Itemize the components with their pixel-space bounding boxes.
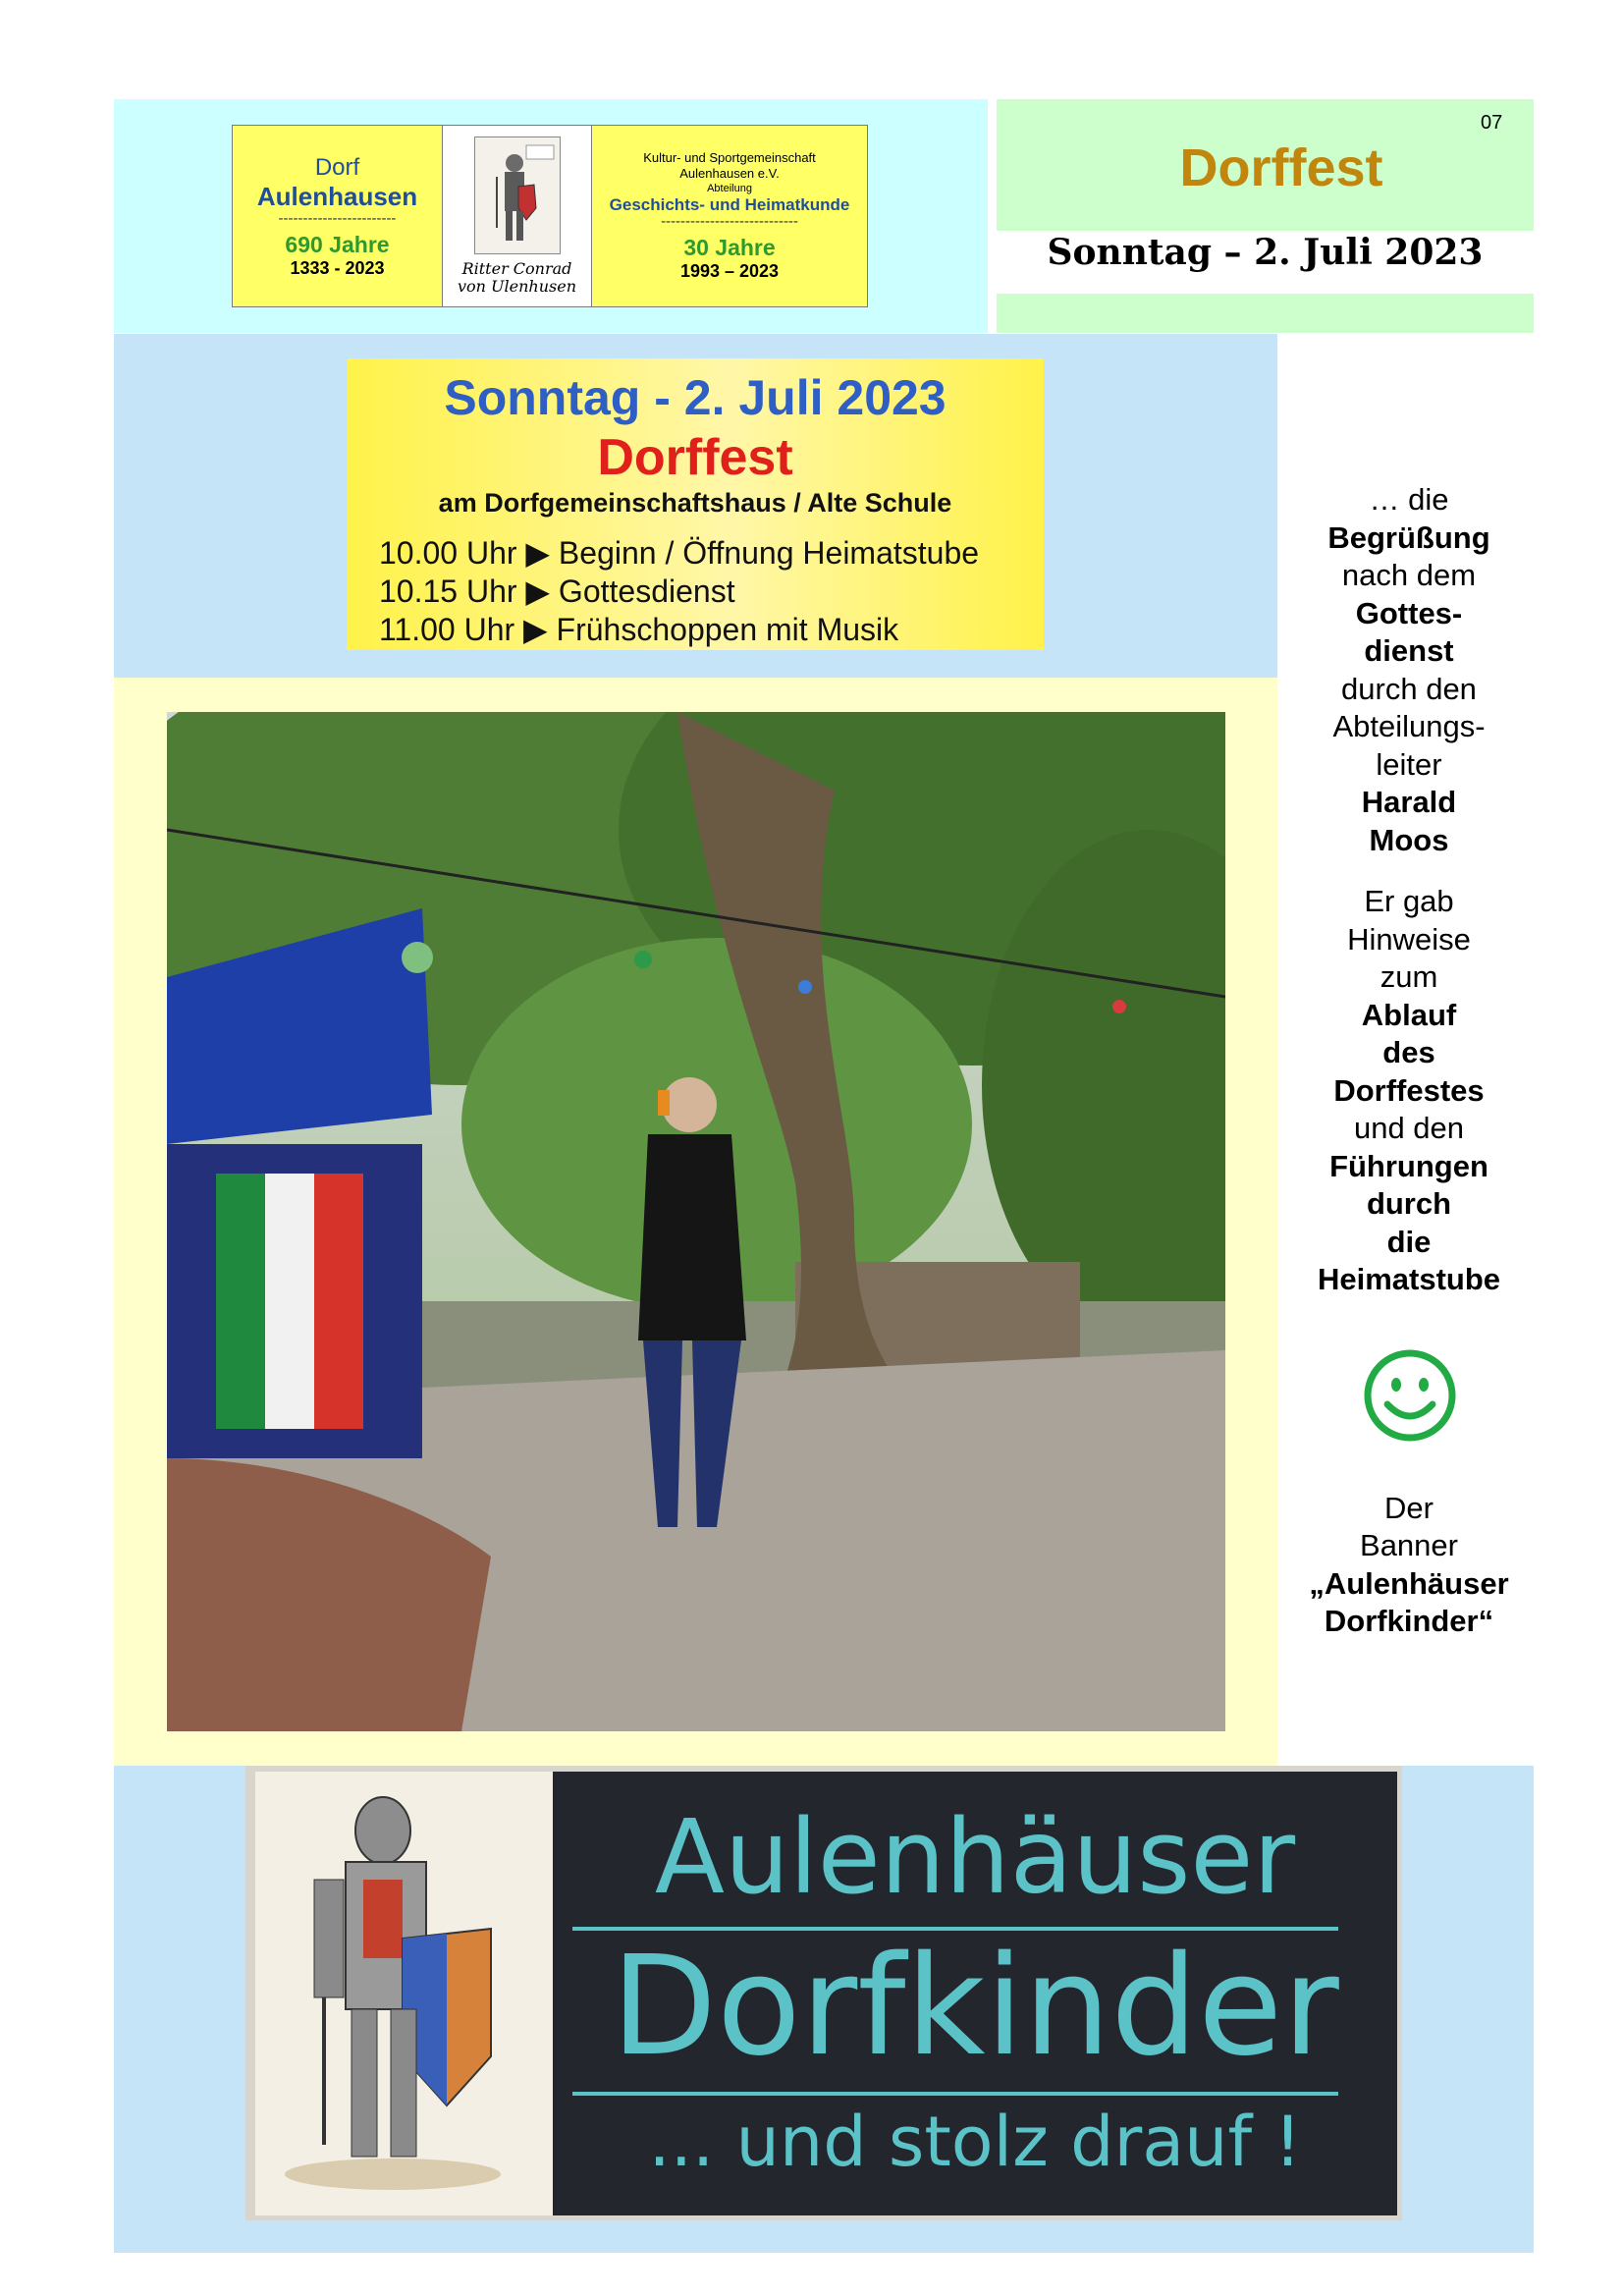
poster-event-name: Dorffest [597, 429, 793, 486]
logo-village-name: Aulenhausen [256, 181, 418, 211]
caption-paragraph-greeting [1281, 481, 1537, 859]
caption-paragraph-banner [1281, 1490, 1537, 1641]
caption-line: zum [1380, 959, 1438, 994]
page-title: Dorffest [1179, 138, 1383, 197]
caption-line: Abteilungs- [1332, 709, 1486, 743]
caption-bold: Begrüßung [1327, 519, 1490, 555]
caption-line: leiter [1376, 746, 1442, 782]
banner-rule-bottom [572, 2092, 1338, 2096]
caption-line: Hinweise [1347, 921, 1471, 957]
logo-club-name: Kultur- und Sportgemeinschaft [643, 150, 816, 165]
caption-bold: Ablauf [1361, 997, 1457, 1032]
title-panel-footer [997, 294, 1534, 333]
knight-caption-1: Ritter Conrad [461, 259, 572, 278]
caption-paragraph-info [1281, 883, 1537, 1299]
banner-line-2: Dorfkinder [611, 1927, 1339, 2087]
speaker-photo [167, 712, 1225, 1731]
logo-knight-column [443, 126, 592, 306]
banner-line-3: ... und stolz drauf ! [648, 2102, 1302, 2182]
logo-club-place: Aulenhausen e.V. [679, 166, 780, 181]
logo-club-column [592, 126, 867, 306]
caption-bold: Dorfkinder“ [1324, 1604, 1494, 1638]
schedule-time: 10.15 Uhr [379, 574, 517, 609]
logo-village-age: 690 Jahre [285, 231, 390, 257]
caption-line: Der [1384, 1490, 1434, 1525]
schedule-text: Beginn / Öffnung Heimatstube [558, 535, 980, 571]
knight-drawing-icon [255, 1772, 553, 2215]
caption-bold: Führungen [1329, 1148, 1488, 1183]
club-logo [232, 125, 868, 307]
logo-club-years: 1993 – 2023 [679, 261, 780, 281]
logo-department-label: Abteilung [707, 183, 752, 194]
caption-bold: Harald [1361, 785, 1457, 819]
schedule-text: Gottesdienst [558, 574, 735, 609]
knight-caption-2: von Ulenhusen [457, 277, 577, 296]
logo-village-column [233, 126, 443, 306]
poster-location: am Dorfgemeinschaftshaus / Alte Schule [438, 488, 952, 518]
caption-bold: durch [1366, 1186, 1452, 1221]
logo-club-age: 30 Jahre [683, 235, 776, 260]
play-arrow-icon: ▶ [523, 612, 548, 647]
schedule-text: Frühschoppen mit Musik [556, 612, 899, 647]
logo-dorf: Dorf [314, 153, 360, 181]
knight-portrait-icon [474, 137, 561, 254]
caption-bold: des [1382, 1035, 1435, 1069]
caption-bold: die [1386, 1224, 1432, 1259]
logo-divider: ------------------------ [278, 209, 397, 227]
play-arrow-icon: ▶ [525, 574, 551, 609]
caption-line: Banner [1360, 1528, 1458, 1562]
logo-village-years: 1333 - 2023 [290, 257, 385, 278]
schedule-row [379, 611, 898, 648]
schedule-row [379, 534, 979, 572]
caption-line: … die [1369, 482, 1449, 517]
caption-line: und den [1353, 1111, 1465, 1145]
caption-bold: dienst [1364, 633, 1454, 668]
caption-bold: Moos [1369, 822, 1449, 857]
caption-line: Er gab [1364, 884, 1454, 918]
caption-bold: Dorffestes [1333, 1072, 1485, 1108]
logo-divider-2: ---------------------------- [661, 213, 798, 230]
caption-column [1281, 481, 1537, 1641]
schedule-time: 11.00 Uhr [379, 612, 515, 647]
smiley-icon [1362, 1347, 1458, 1444]
caption-line: nach dem [1341, 558, 1477, 592]
caption-bold: Heimatstube [1317, 1262, 1501, 1296]
caption-line: durch den [1341, 671, 1477, 706]
page-subtitle: Sonntag – 2. Juli 2023 [1047, 232, 1484, 273]
poster-date: Sonntag - 2. Juli 2023 [444, 370, 947, 425]
caption-bold: „Aulenhäuser [1309, 1565, 1509, 1601]
logo-department-name: Geschichts- und Heimatkunde [609, 195, 850, 214]
play-arrow-icon: ▶ [525, 535, 551, 571]
schedule-time: 10.00 Uhr [379, 535, 517, 571]
page-number: 07 [1481, 112, 1503, 134]
schedule-row [379, 573, 735, 610]
banner-line-1: Aulenhäuser [654, 1797, 1296, 1917]
caption-bold: Gottes- [1355, 595, 1463, 630]
